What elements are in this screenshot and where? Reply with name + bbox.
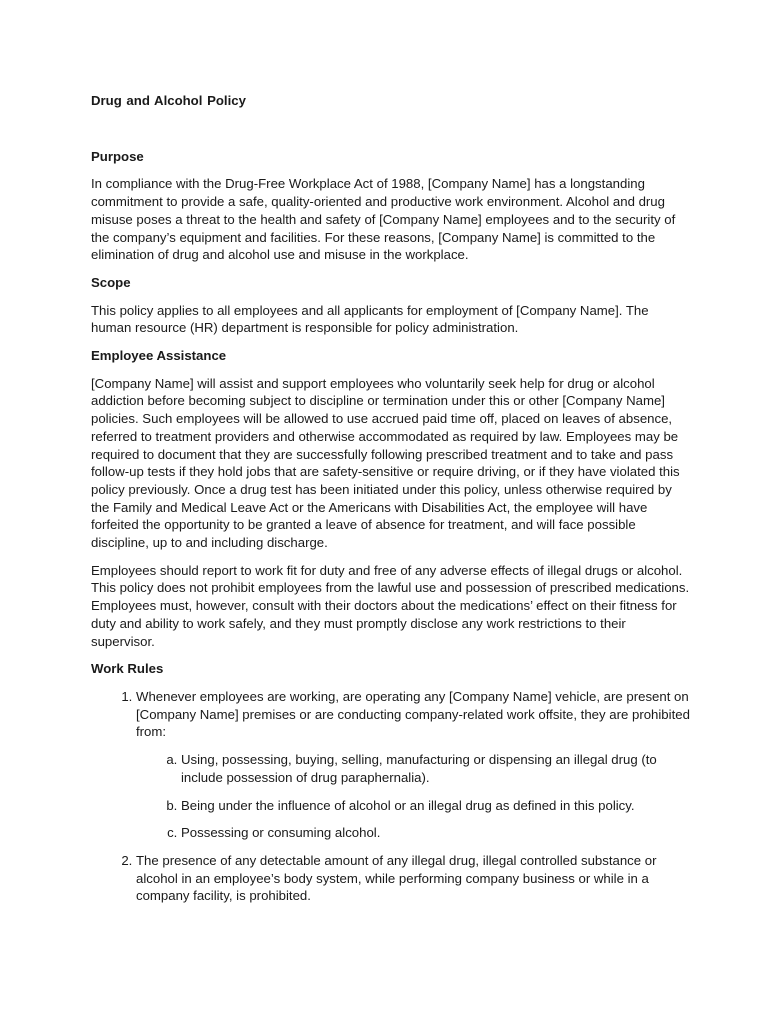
employee-assistance-section — [91, 347, 691, 650]
document-page — [91, 92, 691, 915]
work-rule-subitem: b. Being under the influence of alcohol or an illegal drug as defined in this policy. — [181, 797, 691, 815]
employee-assistance-heading: Employee Assistance — [91, 348, 227, 364]
purpose-heading: Purpose — [91, 148, 144, 164]
work-rules-heading: Work Rules — [91, 661, 164, 677]
scope-paragraph: This policy applies to all employees and all applicants for employment of [Company Name]. The human resource (HR) department is responsible for policy administration. — [91, 302, 649, 336]
scope-heading: Scope — [91, 274, 131, 290]
work-rule-item — [136, 688, 691, 842]
document-title: Drug and Alcohol Policy — [91, 93, 246, 108]
work-rules-list — [91, 688, 691, 905]
work-rules-section — [91, 660, 691, 905]
work-rule-item: 2. The presence of any detectable amount of any illegal drug, illegal controlled substance or alcohol in an employee’s body system, while performing company business or while in a company facility, is prohibited. — [136, 852, 691, 905]
work-rule-text: Whenever employees are working, are operating any [Company Name] vehicle, are present on [Company Name] premises or are conducting company-related work offsite, they are prohibited from: — [136, 688, 690, 740]
work-rule-subitem: a. Using, possessing, buying, selling, manufacturing or dispensing an illegal drug (to include possession of drug paraphernalia). — [181, 751, 691, 786]
purpose-section — [91, 148, 691, 264]
work-rule-subitem: c. Possessing or consuming alcohol. — [181, 824, 691, 842]
employee-assistance-paragraph-2: Employees should report to work fit for duty and free of any adverse effects of illegal drugs or alcohol. This policy does not prohibit employees from the lawful use and possession of prescribed medications. Employees must, however, consult with their doctors about the medications’ effect on their fitness for duty and ability to work safely, and they must promptly disclose any work restrictions to their supervisor. — [91, 562, 690, 649]
employee-assistance-paragraph-1: [Company Name] will assist and support employees who voluntarily seek help for drug or alcohol addiction before becoming subject to discipline or termination under this or other [Company Name] policies. Such employees will be allowed to use accrued paid time off, placed on leaves of absence, referred to treatment providers and otherwise accommodated as required by law. Employees may be required to document that they are successfully following prescribed treatment and to take and pass follow-up tests if they hold jobs that are safety-sensitive or require driving, or if they have violated this policy previously. Once a drug test has been initiated under this policy, unless otherwise required by the Family and Medical Leave Act or the Americans with Disabilities Act, the employee will have forfeited the opportunity to be granted a leave of absence for treatment, and will face possible discipline, up to and including discharge. — [91, 375, 680, 551]
scope-section — [91, 274, 691, 337]
work-rule-sublist — [136, 751, 691, 842]
purpose-paragraph: In compliance with the Drug-Free Workplace Act of 1988, [Company Name] has a longstanding commitment to provide a safe, quality-oriented and productive work environment. Alcohol and drug misuse poses a threat to the health and safety of [Company Name] employees and to the security of the company’s equipment and facilities. For these reasons, [Company Name] is committed to the elimination of drug and alcohol use and misuse in the workplace. — [91, 176, 676, 263]
